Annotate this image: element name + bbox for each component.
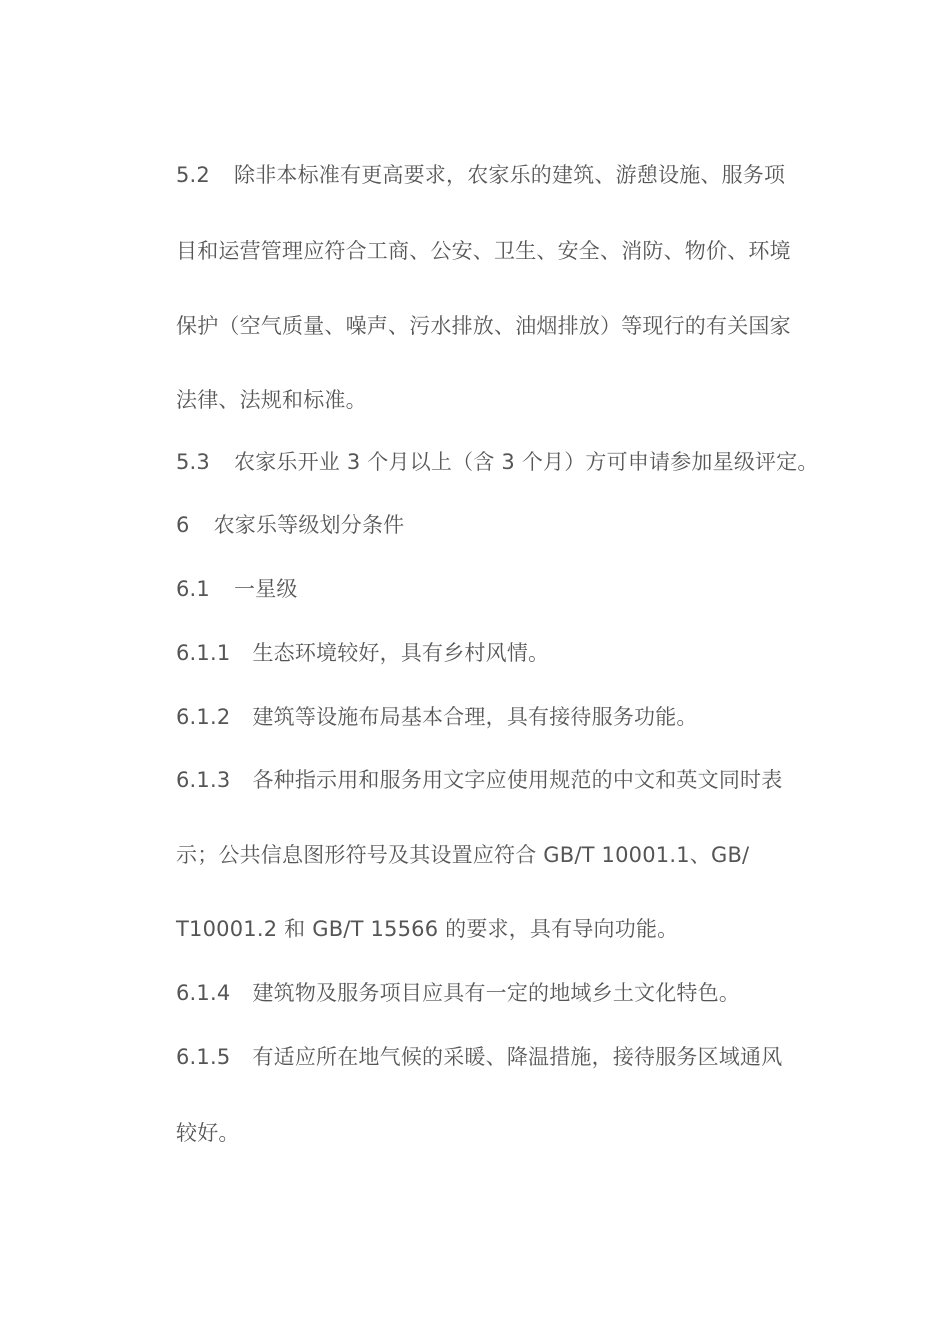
clause-text: 保护（空气质量、噪声、污水排放、油烟排放）等现行的有关国家 [176,314,791,338]
clause-number: 6 [176,513,190,537]
clause-5-2-line-3 [176,311,836,341]
clause-number: 6.1.2 [176,705,231,729]
clause-6-1-4 [176,978,836,1008]
clause-6-1-5-line-2 [176,1118,836,1148]
clause-text: 各种指示用和服务用文字应使用规范的中文和英文同时表 [252,768,783,792]
clause-5-2-line-4 [176,385,836,415]
clause-text: 较好。 [176,1121,240,1145]
clause-text: 建筑等设施布局基本合理，具有接待服务功能。 [252,705,698,729]
clause-text: 一星级 [234,577,298,601]
clause-text: 生态环境较好，具有乡村风情。 [252,641,550,665]
section-6-1-heading [176,574,836,604]
clause-text: 示；公共信息图形符号及其设置应符合 GB/T 10001.1、GB/ [176,843,750,867]
clause-text: 农家乐等级划分条件 [213,513,405,537]
clause-6-1-5-line-1 [176,1042,836,1072]
clause-number: 5.2 [176,163,210,187]
clause-number: 6.1.1 [176,641,231,665]
clause-5-2-line-1 [176,160,836,190]
clause-number: 6.1.5 [176,1045,231,1069]
clause-text: 有适应所在地气候的采暖、降温措施，接待服务区域通风 [252,1045,783,1069]
clause-6-1-2 [176,702,836,732]
clause-5-3 [176,447,836,477]
clause-6-1-3-line-2 [176,840,836,870]
clause-number: 5.3 [176,450,210,474]
clause-text: 目和运营管理应符合工商、公安、卫生、安全、消防、物价、环境 [176,239,791,263]
clause-text: 法律、法规和标准。 [176,388,367,412]
clause-number: 6.1.4 [176,981,231,1005]
clause-5-2-line-2 [176,236,836,266]
clause-text: 农家乐开业 3 个月以上（含 3 个月）方可申请参加星级评定。 [234,450,819,474]
clause-text: T10001.2 和 GB/T 15566 的要求，具有导向功能。 [176,917,679,941]
clause-text: 除非本标准有更高要求，农家乐的建筑、游憩设施、服务项 [234,163,786,187]
clause-6-1-3-line-1 [176,765,836,795]
section-6-heading [176,510,836,540]
clause-text: 建筑物及服务项目应具有一定的地域乡土文化特色。 [252,981,741,1005]
clause-6-1-1 [176,638,836,668]
clause-number: 6.1.3 [176,768,231,792]
clause-6-1-3-line-3 [176,914,836,944]
clause-number: 6.1 [176,577,210,601]
